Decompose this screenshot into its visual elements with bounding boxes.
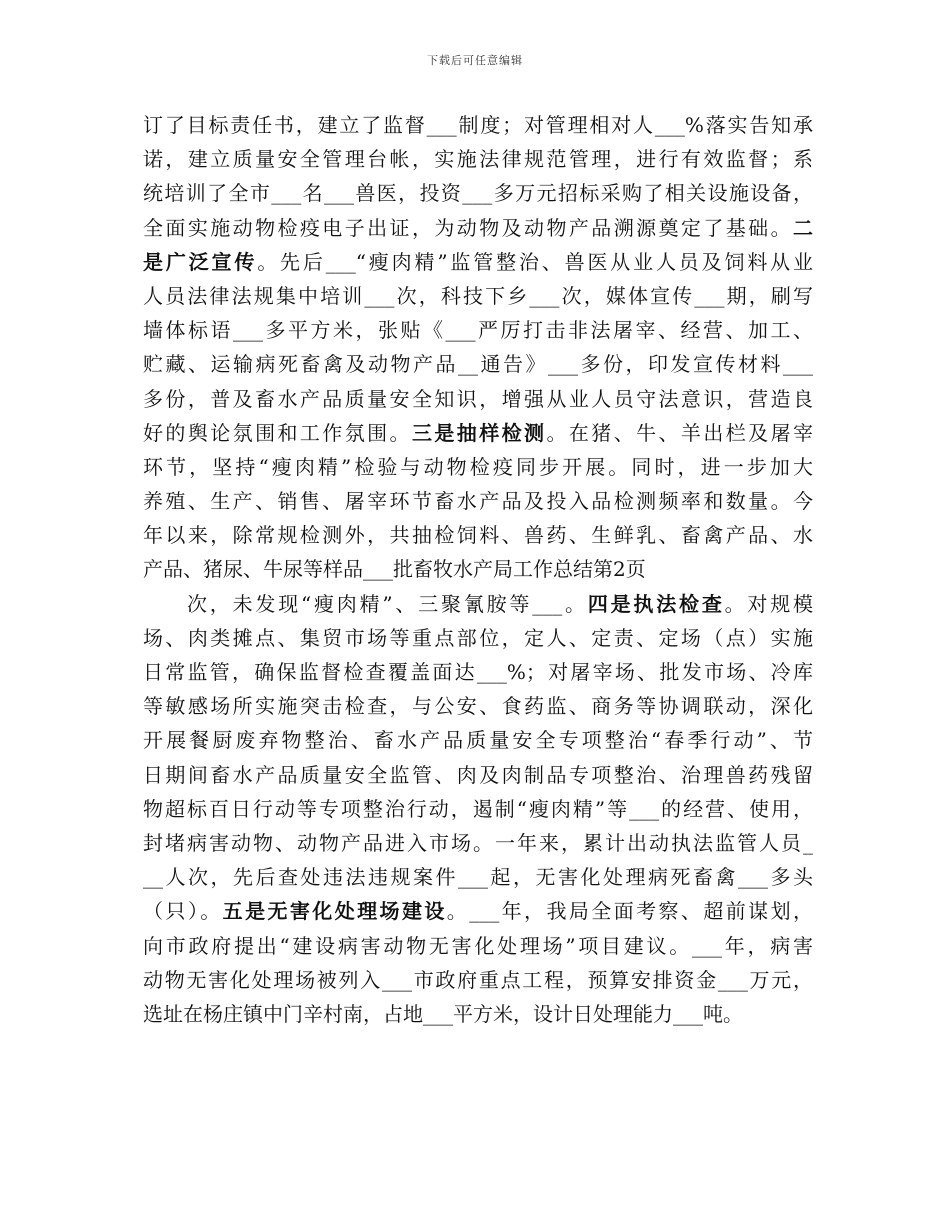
text-segment: 。先后___“瘦肉精”监管整治、兽医从业人员及饲料从业 bbox=[257, 249, 813, 274]
text-segment: 。对规模 bbox=[724, 591, 813, 616]
text-line bbox=[143, 279, 813, 313]
text-segment: 开展餐厨废弃物整治、畜水产品质量安全专项整治“春季行动”、节 bbox=[143, 728, 813, 753]
text-segment: 墙体标语___多平方米，张贴《___严厉打击非法屠宰、经营、加工、 bbox=[143, 318, 813, 343]
text-segment: 养殖、生产、销售、屠宰环节畜水产品及投入品检测频率和数量。今 bbox=[143, 489, 813, 514]
text-line bbox=[143, 245, 813, 279]
text-segment: 。在猪、牛、羊出栏及屠宰 bbox=[546, 420, 813, 445]
bold-heading-text: 二 bbox=[793, 215, 813, 240]
text-line bbox=[143, 382, 813, 416]
text-line bbox=[143, 929, 813, 963]
text-segment: 多份，普及畜水产品质量安全知识，增强从业人员守法意识，营造良 bbox=[143, 386, 813, 411]
bold-heading-text: 三是抽样检测 bbox=[411, 420, 547, 445]
text-line bbox=[143, 142, 813, 176]
text-segment: 封堵病害动物、动物产品进入市场。一年来，累计出动执法监管人员_ bbox=[143, 830, 813, 855]
text-line bbox=[143, 963, 813, 997]
text-segment: 次，未发现“瘦肉精”、三聚氰胺等___。 bbox=[187, 591, 588, 616]
text-line bbox=[143, 758, 813, 792]
text-line bbox=[143, 552, 813, 586]
text-line bbox=[143, 723, 813, 757]
text-segment: 产品、猪尿、牛尿等样品___批畜牧水产局工作总结第2页 bbox=[143, 557, 646, 582]
text-segment: 全面实施动物检疫电子出证，为动物及动物产品溯源奠定了基础。 bbox=[143, 215, 793, 240]
text-line bbox=[143, 826, 813, 860]
text-segment: 场、肉类摊点、集贸市场等重点部位，定人、定责、定场（点）实施 bbox=[143, 625, 813, 650]
text-segment: __人次，先后查处违法违规案件___起，无害化处理病死畜禽___多头 bbox=[143, 865, 813, 890]
text-line bbox=[143, 347, 813, 381]
bold-heading-text: 四是执法检查 bbox=[587, 591, 725, 616]
text-line bbox=[143, 450, 813, 484]
text-line bbox=[143, 484, 813, 518]
text-segment: 日常监管，确保监督检查覆盖面达___%；对屠宰场、批发市场、冷库 bbox=[143, 660, 813, 684]
bold-heading-text: 五是无害化处理场建设 bbox=[222, 899, 447, 924]
text-segment: 好的舆论氛围和工作氛围。 bbox=[143, 420, 412, 445]
text-line bbox=[143, 416, 813, 450]
text-segment: 诺，建立质量安全管理台帐，实施法律规范管理，进行有效监督；系 bbox=[143, 147, 813, 172]
text-segment: 等敏感场所实施突击检查，与公安、食药监、商务等协调联动，深化 bbox=[143, 694, 813, 719]
text-segment: 物超标百日行动等专项整治行动，遏制“瘦肉精”等___的经营、使用， bbox=[143, 796, 813, 821]
text-line bbox=[143, 894, 813, 928]
text-line bbox=[143, 655, 813, 689]
text-segment: 。___年，我局全面考察、超前谋划， bbox=[446, 899, 813, 924]
text-line bbox=[143, 108, 813, 142]
document-body bbox=[143, 108, 813, 1031]
bold-heading-text: 是广泛宣传 bbox=[143, 249, 258, 274]
text-segment: （只）。 bbox=[143, 899, 223, 924]
text-segment: 选址在杨庄镇中门辛村南，占地___平方米，设计日处理能力___吨。 bbox=[143, 1001, 743, 1026]
text-line bbox=[143, 621, 813, 655]
text-line bbox=[143, 313, 813, 347]
text-segment: 向市政府提出“建设病害动物无害化处理场”项目建议。___年，病害 bbox=[143, 933, 813, 958]
text-line bbox=[143, 792, 813, 826]
page-header: 下载后可任意编辑 bbox=[427, 54, 523, 67]
text-line bbox=[143, 518, 813, 552]
text-segment: 贮藏、运输病死畜禽及动物产品__通告》___多份，印发宣传材料___ bbox=[143, 352, 813, 377]
text-line bbox=[143, 860, 813, 894]
text-segment: 年以来，除常规检测外，共抽检饲料、兽药、生鲜乳、畜禽产品、水 bbox=[143, 523, 813, 548]
text-segment: 统培训了全市___名___兽医，投资___多万元招标采购了相关设施设备， bbox=[143, 181, 813, 206]
text-segment: 人员法律法规集中培训___次，科技下乡___次，媒体宣传___期，刷写 bbox=[143, 283, 813, 308]
text-line bbox=[143, 587, 813, 621]
text-segment: 订了目标责任书，建立了监督___制度；对管理相对人___%落实告知承 bbox=[143, 113, 813, 137]
text-line bbox=[143, 176, 813, 210]
text-segment: 日期间畜水产品质量安全监管、肉及肉制品专项整治、治理兽药残留 bbox=[143, 762, 813, 787]
text-segment: 动物无害化处理场被列入___市政府重点工程，预算安排资金___万元， bbox=[143, 967, 813, 992]
text-line bbox=[143, 689, 813, 723]
text-line bbox=[143, 997, 813, 1031]
text-segment: 环节，坚持“瘦肉精”检验与动物检疫同步开展。同时，进一步加大 bbox=[143, 454, 813, 479]
text-line bbox=[143, 211, 813, 245]
